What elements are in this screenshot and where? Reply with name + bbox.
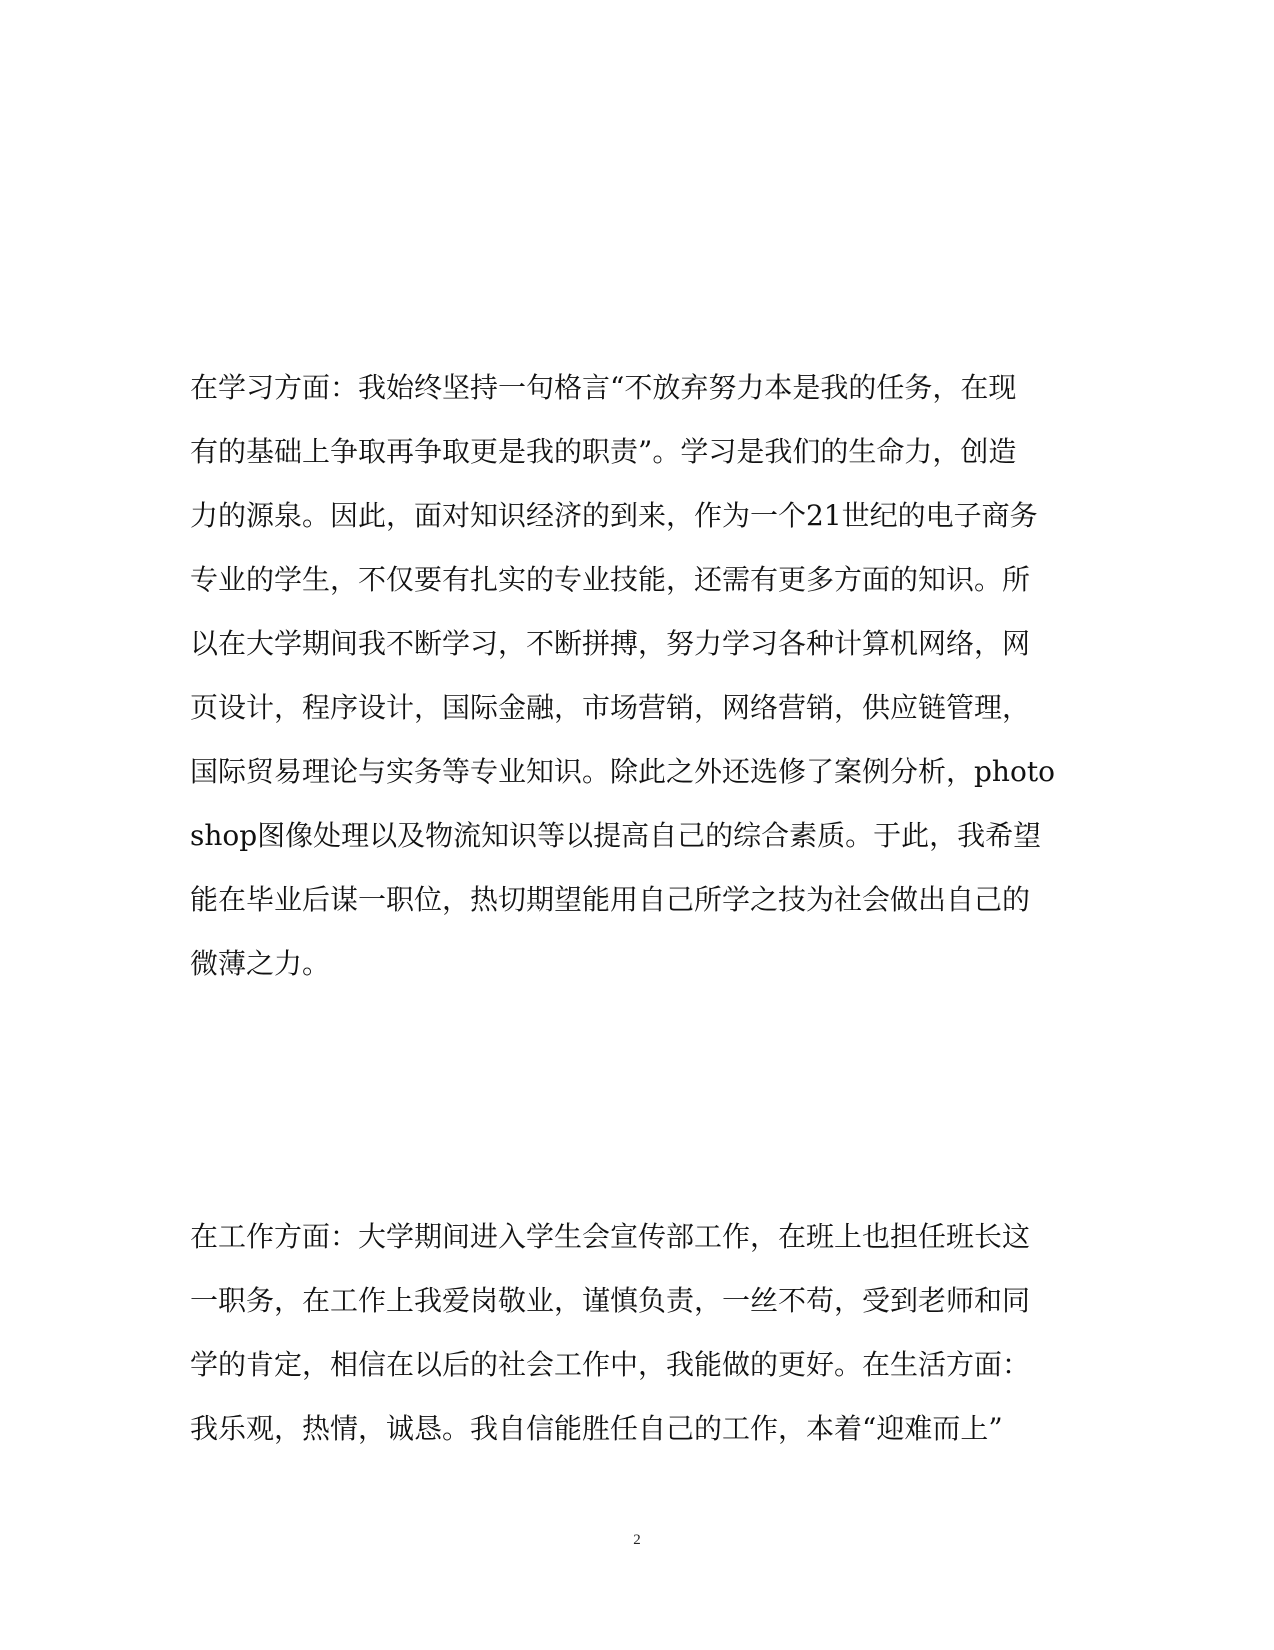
text-line: shop图像处理以及物流知识等以提高自己的综合素质。于此，我希望: [190, 819, 1042, 852]
text-line: 国际贸易理论与实务等专业知识。除此之外还选修了案例分析，photo: [190, 755, 1055, 788]
text-line: 学的肯定，相信在以后的社会工作中，我能做的更好。在生活方面：: [190, 1348, 1031, 1381]
text-line: 专业的学生，不仅要有扎实的专业技能，还需有更多方面的知识。所: [190, 563, 1031, 596]
text-line: 能在毕业后谋一职位，热切期望能用自己所学之技为社会做出自己的: [190, 883, 1031, 916]
paragraph-study: [190, 356, 1070, 996]
text-line: 在工作方面：大学期间进入学生会宣传部工作，在班上也担任班长这: [190, 1220, 1031, 1253]
text-line: 有的基础上争取再争取更是我的职责”。学习是我们的生命力，创造: [190, 435, 1017, 468]
page-number: 2: [633, 1532, 641, 1548]
text-line: 页设计，程序设计，国际金融，市场营销，网络营销，供应链管理，: [190, 691, 1031, 724]
text-line: 一职务，在工作上我爱岗敬业，谨慎负责，一丝不苟，受到老师和同: [190, 1284, 1031, 1317]
text-line: 微薄之力。: [190, 947, 331, 980]
paragraph-work: [190, 1205, 1070, 1461]
text-line: 力的源泉。因此，面对知识经济的到来，作为一个21世纪的电子商务: [190, 499, 1038, 532]
text-line: 在学习方面：我始终坚持一句格言“不放弃努力本是我的任务，在现: [190, 371, 1017, 404]
text-line: 我乐观，热情，诚恳。我自信能胜任自己的工作，本着“迎难而上”: [190, 1412, 1003, 1445]
text-line: 以在大学期间我不断学习，不断拼搏，努力学习各种计算机网络，网: [190, 627, 1031, 660]
